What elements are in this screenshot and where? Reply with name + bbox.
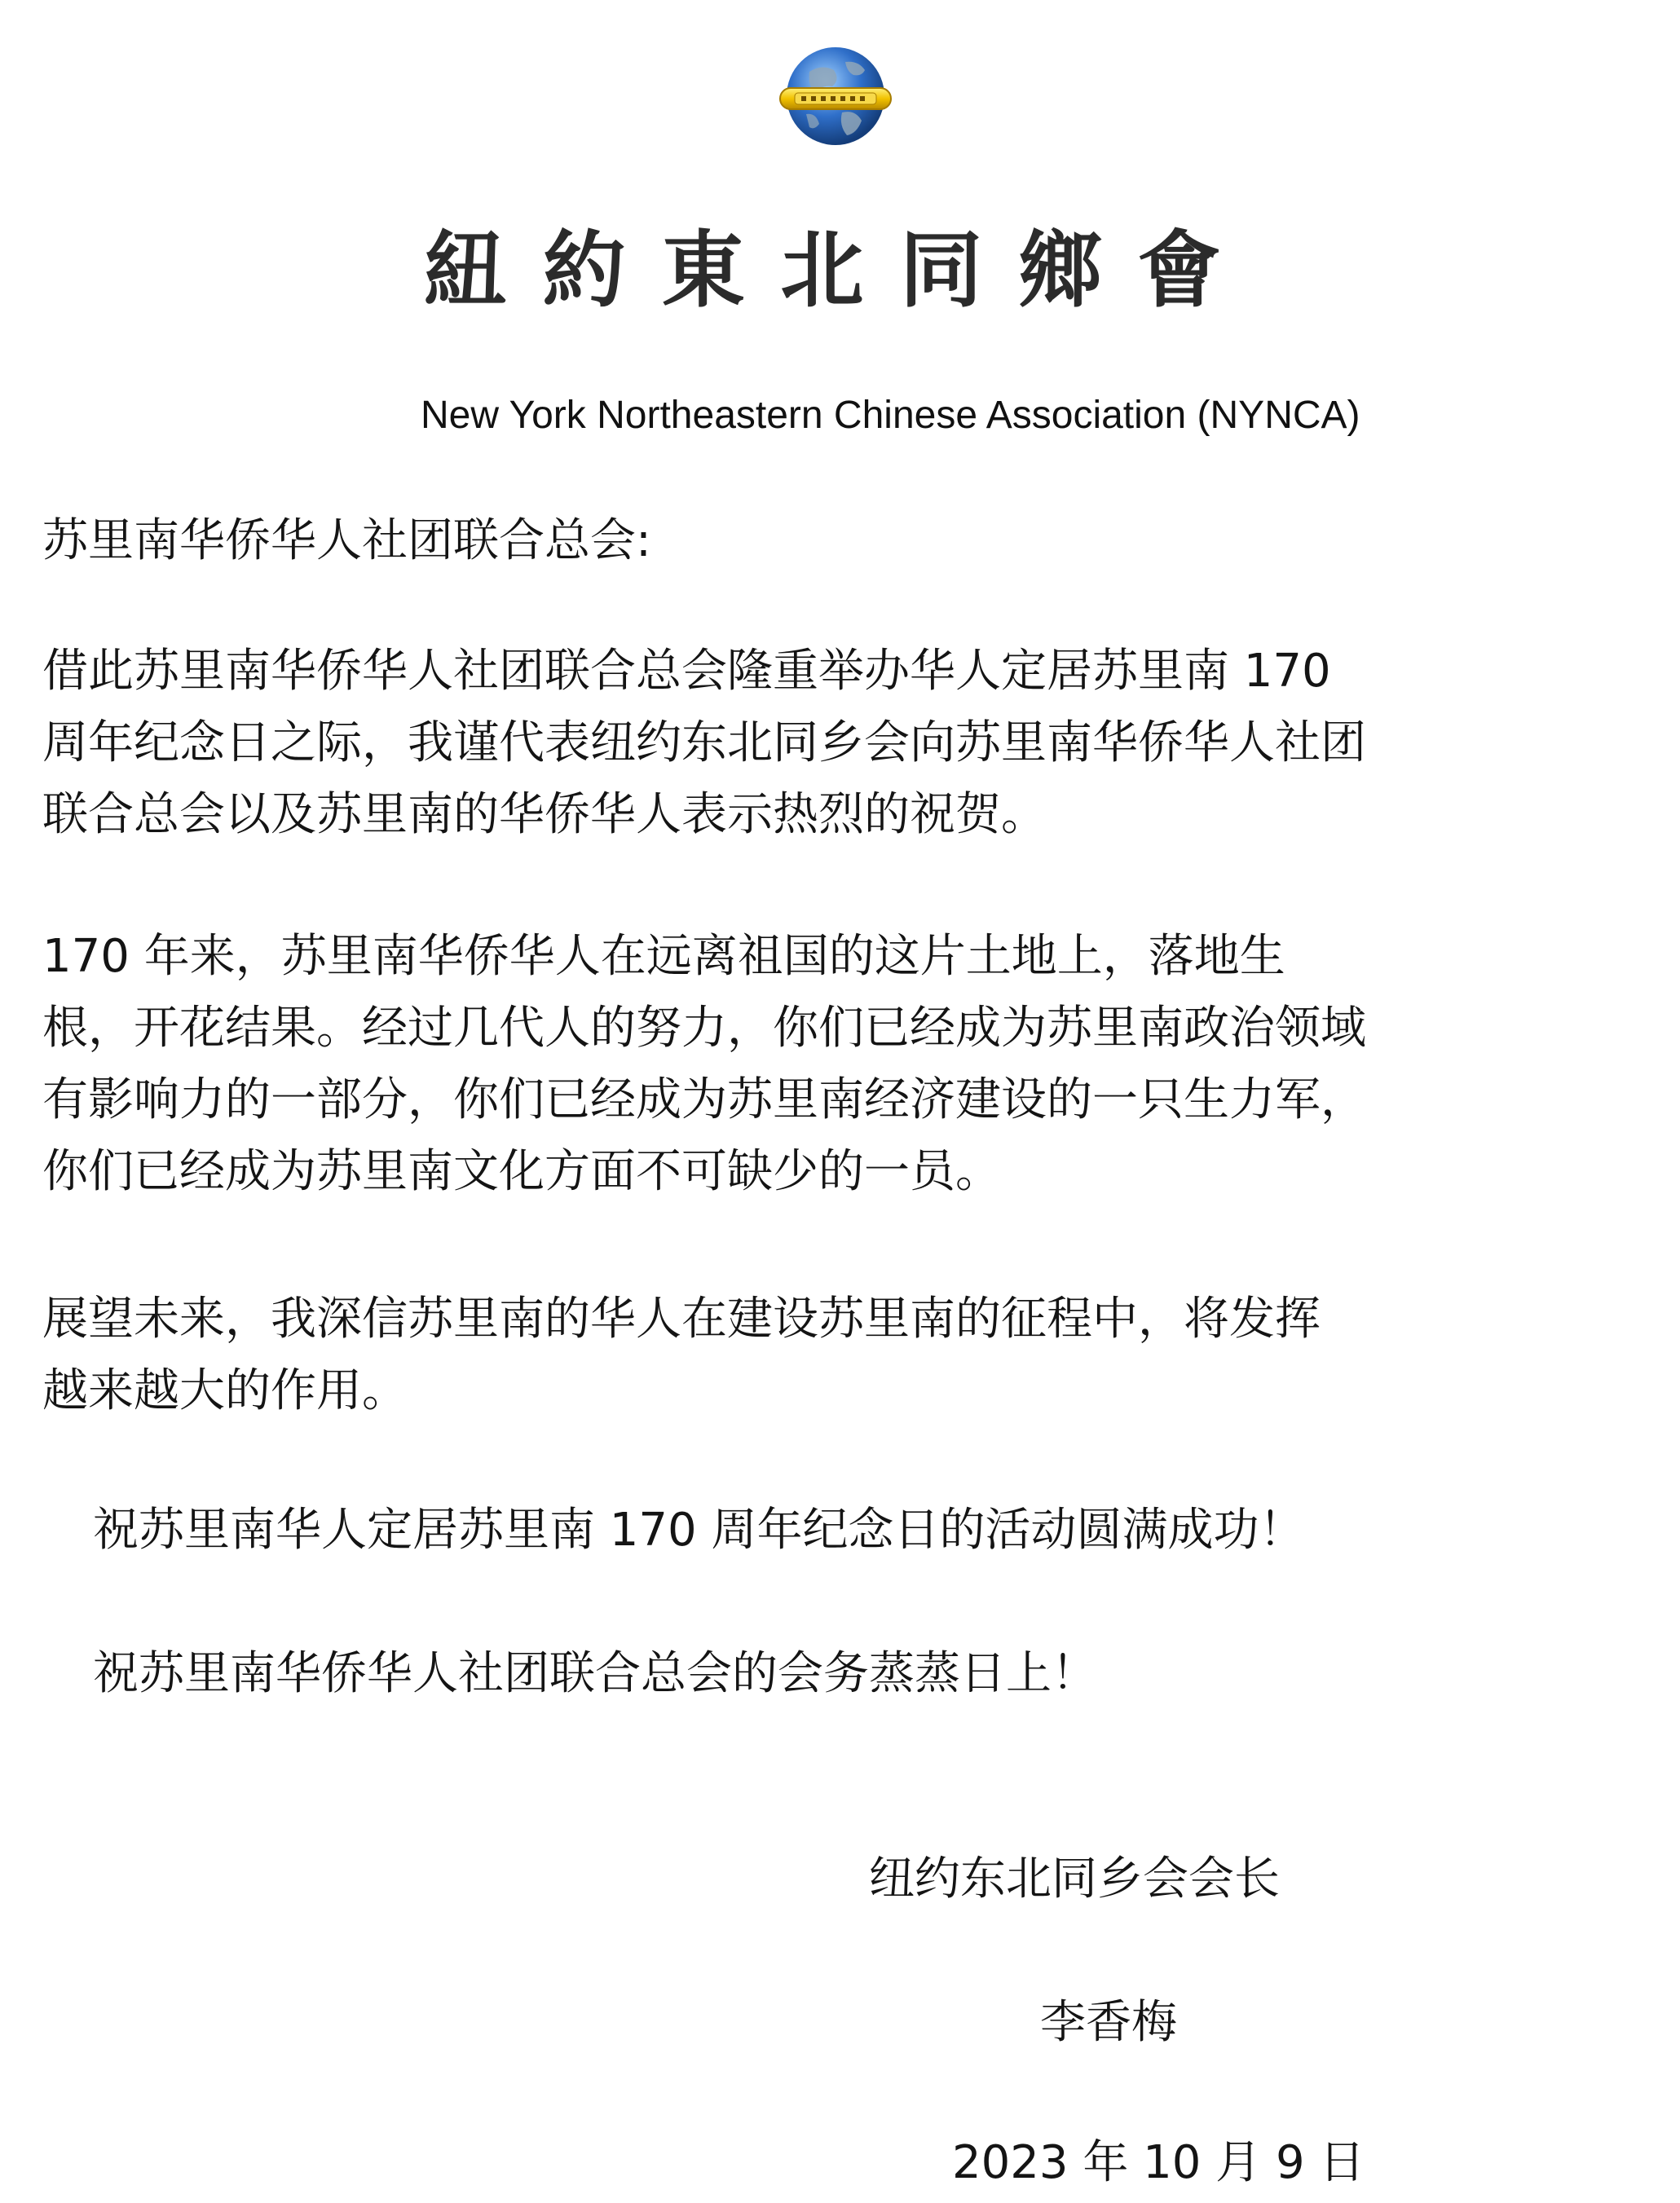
paragraph-line: 越来越大的作用。 xyxy=(42,1364,408,1417)
org-name-english: New York Northeastern Chinese Association (NYNCA) xyxy=(421,394,1360,437)
paragraph-line: 借此苏里南华侨华人社团联合总会隆重举办华人定居苏里南 170 xyxy=(42,645,1331,698)
letter-paragraph-1 xyxy=(42,636,1640,851)
letter-paragraph-3 xyxy=(42,1284,1640,1427)
paragraph-line: 展望未来，我深信苏里南的华人在建设苏里南的征程中，将发挥 xyxy=(42,1293,1321,1346)
paragraph-line: 联合总会以及苏里南的华侨华人表示热烈的祝贺。 xyxy=(42,788,1047,841)
letter-wish-2: 祝苏里南华侨华人社团联合总会的会务蒸蒸日上！ xyxy=(93,1647,1097,1700)
globe-ring-logo-icon xyxy=(777,39,894,156)
signature-title: 纽约东北同乡会会长 xyxy=(869,1853,1280,1906)
paragraph-line: 你们已经成为苏里南文化方面不可缺少的一员。 xyxy=(42,1145,1001,1198)
org-name-chinese: 紐約東北同鄉會 xyxy=(423,223,1257,319)
letter-addressee: 苏里南华侨华人社团联合总会: xyxy=(42,514,651,567)
signature-date: 2023 年 10 月 9 日 xyxy=(952,2136,1365,2189)
paragraph-line: 170 年来，苏里南华侨华人在远离祖国的这片土地上，落地生 xyxy=(42,930,1285,983)
paragraph-line: 有影响力的一部分，你们已经成为苏里南经济建设的一只生力军， xyxy=(42,1073,1366,1126)
letter-wish-1: 祝苏里南华人定居苏里南 170 周年纪念日的活动圆满成功！ xyxy=(93,1504,1305,1557)
paragraph-line: 根，开花结果。经过几代人的努力，你们已经成为苏里南政治领域 xyxy=(42,1002,1366,1055)
signature-name: 李香梅 xyxy=(1040,1996,1177,2049)
letter-paragraph-2 xyxy=(42,921,1640,1208)
paragraph-line: 周年纪念日之际，我谨代表纽约东北同乡会向苏里南华侨华人社团 xyxy=(42,716,1366,769)
